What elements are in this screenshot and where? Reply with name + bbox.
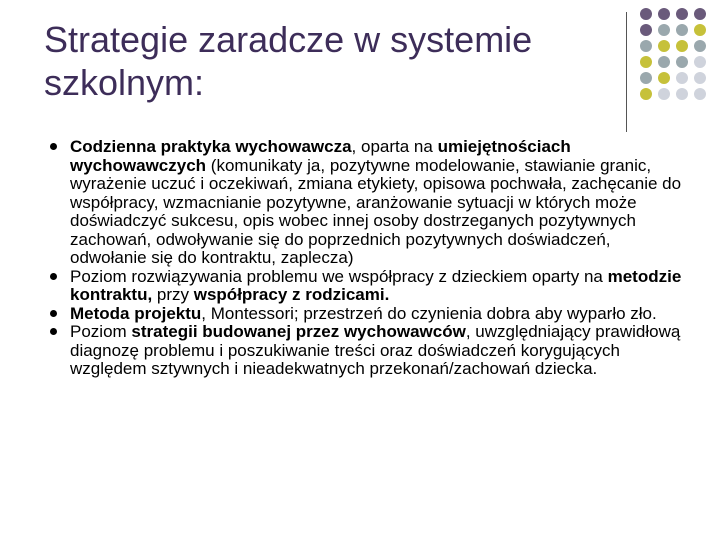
- divider-line: [626, 12, 627, 132]
- bullet-text: , Montessori; przestrzeń do czynienia dobra aby wyparło zło.: [201, 303, 657, 323]
- bullet-dot-icon: [50, 143, 57, 150]
- decor-dot: [658, 56, 670, 68]
- decor-dot: [694, 72, 706, 84]
- slide-title: Strategie zaradcze w systemie szkolnym:: [44, 19, 533, 103]
- decor-dot: [640, 88, 652, 100]
- decor-dot: [694, 40, 706, 52]
- decor-dot: [658, 72, 670, 84]
- bullet-text: (komunikaty ja, pozytywne modelowanie, stawianie granic, wyrażenie uczuć i oczekiwań, zmiana etykiety, opisowa pochwała, zachęcanie do współpracy, wzmacnianie pozytywne, aranżowanie sytuacji w których może doświadczyć sukcesu, opis wobec innej osoby dostrzeganych pozytywnych zachowań, odwoływanie się do poprzednich pozytywnych doświadczeń, odwołanie się do kontraktu, zaplecza): [70, 155, 682, 267]
- decor-dot: [676, 88, 688, 100]
- bullet-text: współpracy z rodzicami.: [193, 285, 390, 304]
- decor-dot: [676, 56, 688, 68]
- decor-dot: [658, 88, 670, 100]
- bullet-text: Metoda projektu: [70, 303, 202, 323]
- decor-dot: [640, 8, 652, 20]
- decor-dot: [658, 8, 670, 20]
- bullet-text: strategii budowanej przez wychowawców: [131, 322, 466, 341]
- bullet-item: [50, 305, 690, 324]
- decor-dot: [694, 24, 706, 36]
- bullet-dot-icon: [50, 273, 57, 280]
- decor-dot: [694, 56, 706, 68]
- bullet-item: [50, 323, 690, 379]
- decor-dot: [676, 24, 688, 36]
- bullet-text: Poziom: [70, 322, 132, 341]
- bullet-text: Codzienna praktyka wychowawcza: [70, 137, 352, 156]
- bullet-text: Poziom rozwiązywania problemu we współpracy z dzieckiem oparty na: [70, 266, 608, 286]
- decorative-dot-grid: [640, 8, 720, 104]
- bullet-dot-icon: [50, 328, 57, 335]
- bullet-list: [50, 138, 690, 379]
- bullet-text: metodzie kontraktu,: [70, 266, 682, 304]
- bullet-item: [50, 268, 690, 305]
- decor-dot: [658, 24, 670, 36]
- decor-dot: [640, 24, 652, 36]
- decor-dot: [676, 40, 688, 52]
- decor-dot: [640, 72, 652, 84]
- decor-dot: [694, 88, 706, 100]
- bullet-text: , oparta na: [351, 137, 438, 156]
- decor-dot: [676, 8, 688, 20]
- decor-dot: [694, 8, 706, 20]
- bullet-text: umiejętnościach wychowawczych: [70, 137, 571, 175]
- decor-dot: [676, 72, 688, 84]
- bullet-text: , uwzględniający prawidłową diagnozę problemu i poszukiwanie treści oraz doświadczeń korygujących względem sztywnych i nieadekwatnych przekonań/zachowań dziecka.: [70, 322, 681, 378]
- bullet-text: przy: [152, 285, 194, 304]
- bullet-item: [50, 138, 690, 268]
- decor-dot: [640, 40, 652, 52]
- decor-dot: [640, 56, 652, 68]
- bullet-dot-icon: [50, 310, 57, 317]
- decor-dot: [658, 40, 670, 52]
